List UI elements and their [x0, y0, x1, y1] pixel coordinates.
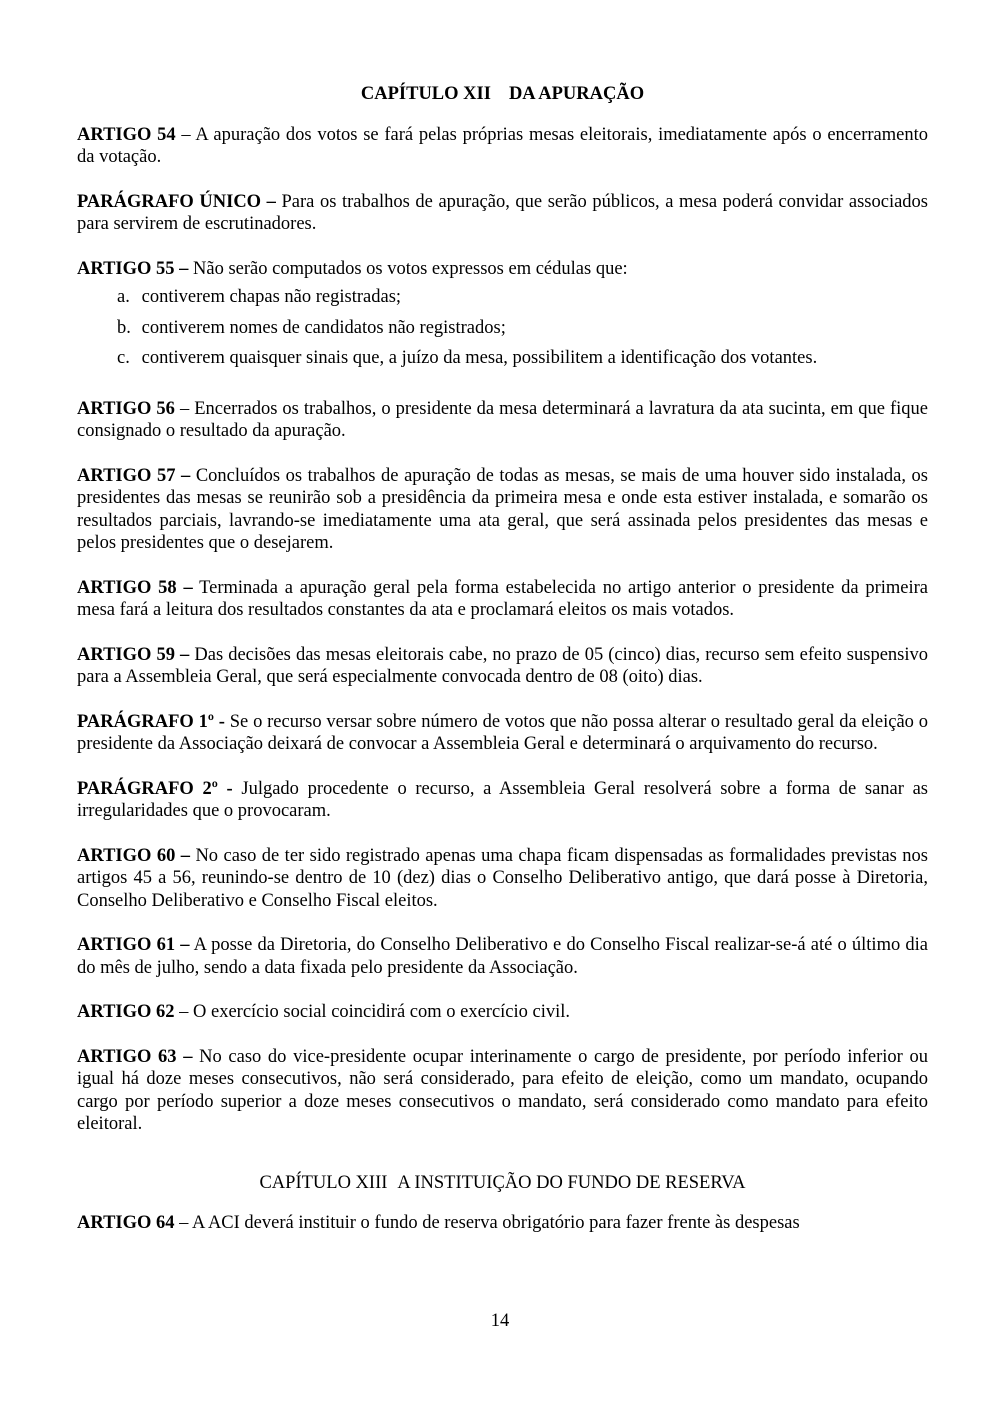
article-text: – A apuração dos votos se fará pelas próprias mesas eleitorais, imediatamente após o encerramento da votação.: [77, 124, 928, 167]
article-64: [77, 1212, 928, 1235]
article-lead: ARTIGO 64: [77, 1213, 175, 1233]
article-57: [77, 465, 928, 555]
item-text: contiverem nomes de candidatos não registrados;: [141, 317, 506, 338]
article-lead: ARTIGO 62: [77, 1002, 175, 1022]
article-56: [77, 398, 928, 443]
article-text: – A ACI deverá instituir o fundo de reserva obrigatório para fazer frente às despesas: [174, 1213, 800, 1233]
article-60: [77, 845, 928, 913]
article-text: No caso de ter sido registrado apenas uma chapa ficam dispensadas as formalidades previstas nos artigos 45 a 56, reunindo-se dentro de 10 (dez) dias o Conselho Deliberativo antigo, que dará posse à Diretoria, Conselho Deliberativo e Conselho Fiscal eleitos.: [77, 845, 929, 911]
article-lead: ARTIGO 60 –: [77, 845, 191, 866]
article-62: [77, 1001, 928, 1024]
article-lead: ARTIGO 57 –: [77, 465, 191, 486]
paragraph-lead: PARÁGRAFO 1º -: [77, 711, 225, 732]
item-text: contiverem quaisquer sinais que, a juízo da mesa, possibilitem a identificação dos votantes.: [141, 348, 818, 368]
article-54: [77, 124, 928, 169]
paragraph-2: [77, 778, 928, 823]
article-text: Terminada a apuração geral pela forma estabelecida no artigo anterior o presidente da primeira mesa fará a leitura dos resultados constantes da ata e proclamará eleitos os mais votados.: [77, 577, 928, 620]
list-item: [117, 286, 928, 309]
article-lead: ARTIGO 63 –: [77, 1046, 193, 1067]
chapter-number: CAPÍTULO XII: [360, 84, 491, 104]
article-lead: ARTIGO 56: [77, 398, 175, 419]
paragraph-text: Se o recurso versar sobre número de votos que não possa alterar o resultado geral da eleição o presidente da Associação deixará de convocar a Assembleia Geral e determinará o arquivamento do recurso.: [77, 711, 928, 754]
chapter-title: DA APURAÇÃO: [508, 84, 645, 104]
article-63: [77, 1046, 928, 1136]
article-text: A posse da Diretoria, do Conselho Deliberativo e do Conselho Fiscal realizar-se-á até o último dia do mês de julho, sendo a data fixada pelo presidente da Associação.: [77, 935, 928, 978]
chapter-xii-heading: [77, 83, 928, 106]
article-text: No caso do vice-presidente ocupar interinamente o cargo de presidente, por período inferior ou igual há doze meses consecutivos, não será considerado, para efeito de eleição, como um mandato, ocupando cargo por período superior a doze meses consecutivos o mandato, será considerado como mandato para efeito eleitoral.: [77, 1046, 928, 1134]
item-letter: a.: [117, 287, 130, 307]
article-58: [77, 577, 928, 622]
chapter-xiii-heading: [77, 1172, 928, 1195]
list-item: [117, 347, 928, 370]
article-text: Das decisões das mesas eleitorais cabe, no prazo de 05 (cinco) dias, recurso sem efeito suspensivo para a Assembleia Geral, que será especialmente convocada dentro de 08 (oito) dias.: [77, 644, 928, 687]
list-item: [117, 317, 928, 340]
paragraph-lead: PARÁGRAFO 2º -: [77, 778, 233, 799]
paragraph-text: Julgado procedente o recurso, a Assembleia Geral resolverá sobre a forma de sanar as irregularidades que o provocaram.: [77, 778, 928, 821]
article-text: Concluídos os trabalhos de apuração de todas as mesas, se mais de uma houver sido instalada, os presidentes das mesas se reunirão sob a presidência da primeira mesa e onde esta estiver instalada, e somarão os resultados parciais, lavrando-se imediatamente uma ata geral, que será assinada pelos presidentes das mesas e pelos presidentes que o desejarem.: [77, 465, 929, 553]
article-lead: ARTIGO 61 –: [77, 935, 190, 955]
article-lead: ARTIGO 54: [77, 124, 176, 145]
article-59: [77, 644, 928, 689]
paragraph-unico: [77, 191, 928, 236]
paragraph-lead: PARÁGRAFO ÚNICO –: [77, 191, 276, 212]
chapter-title: A INSTITUIÇÃO DO FUNDO DE RESERVA: [397, 1172, 746, 1193]
document-body: [77, 83, 928, 1257]
article-text: – O exercício social coincidirá com o exercício civil.: [174, 1002, 571, 1022]
item-letter: b.: [117, 317, 131, 338]
item-letter: c.: [117, 348, 130, 368]
article-61: [77, 934, 928, 979]
article-55-list: [117, 286, 928, 370]
article-text: Não serão computados os votos expressos em cédulas que:: [188, 258, 628, 279]
page-number: 14: [490, 1311, 510, 1331]
chapter-number: CAPÍTULO XIII: [259, 1172, 388, 1193]
item-text: contiverem chapas não registradas;: [141, 287, 402, 307]
article-lead: ARTIGO 58 –: [77, 577, 193, 598]
paragraph-text: Para os trabalhos de apuração, que serão públicos, a mesa poderá convidar associados para servirem de escrutinadores.: [77, 191, 928, 234]
article-lead: ARTIGO 59 –: [77, 644, 190, 665]
paragraph-1: [77, 711, 928, 756]
article-lead: ARTIGO 55 –: [77, 258, 189, 279]
article-55: [77, 258, 928, 281]
article-text: – Encerrados os trabalhos, o presidente da mesa determinará a lavratura da ata sucinta, em que fique consignado o resultado da apuração.: [77, 398, 929, 441]
